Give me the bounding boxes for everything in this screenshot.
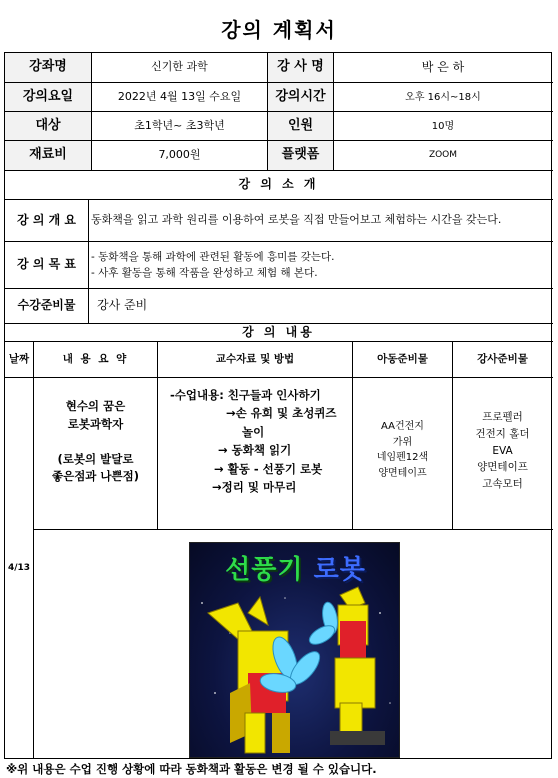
footer-note: ※위 내용은 수업 진행 상황에 따라 동화책과 활동은 변경 될 수 있습니다. — [6, 762, 377, 776]
platform-value: ZOOM — [428, 149, 458, 160]
day-label: 강의요일 — [5, 83, 91, 111]
prep-value: 강사 준비 — [97, 298, 148, 313]
instructor-value: 박 은 하 — [421, 59, 465, 74]
method-line: 놀이 — [242, 424, 265, 439]
kid-supply-item: 가위 — [392, 436, 413, 448]
time-value: 오후 16시~18시 — [405, 91, 481, 103]
kid-supply-item: AA건전지 — [381, 421, 424, 432]
method-cell — [158, 378, 352, 529]
header-summary: 내 용 요 약 — [62, 352, 129, 365]
headcount-value: 10명 — [431, 120, 455, 132]
teacher-supply-item: 고속모터 — [482, 478, 523, 491]
header-date: 날짜 — [8, 352, 30, 365]
target-value: 초1학년~ 초3학년 — [134, 118, 225, 132]
teacher-supply-item: EVA — [492, 444, 513, 457]
intro-section-title: 강 의 소 개 — [238, 177, 319, 192]
summary-cell — [34, 378, 157, 529]
summary-line — [34, 434, 157, 451]
method-line: → 동화책 읽기 — [218, 443, 292, 458]
overview-text: 동화책을 읽고 과학 원리를 이용하여 로봇을 직접 만들어보고 체험하는 시간을 갖는다. — [91, 213, 502, 227]
lesson-date: 4/13 — [7, 562, 31, 573]
fan-robot-image — [189, 542, 400, 758]
goal-list — [89, 242, 552, 288]
header-kid-supplies: 아동준비물 — [377, 352, 428, 365]
time-label: 강의시간 — [268, 83, 333, 111]
image-title — [190, 549, 400, 586]
prep-label: 수강준비물 — [17, 298, 76, 313]
teacher-supply-item: 프로펠러 — [482, 411, 523, 423]
summary-line: 현수의 꿈은 — [65, 399, 126, 413]
header-method: 교수자료 및 방법 — [215, 352, 295, 365]
header-teacher-supplies: 강사준비물 — [477, 352, 528, 365]
goal-label: 강 의 목 표 — [17, 257, 76, 272]
goal-item: - 동화책을 통해 과학에 관련된 활동에 흥미를 갖는다. — [91, 251, 335, 263]
image-title-part1: 선풍기 — [225, 555, 304, 585]
method-line: →정리 및 마무리 — [212, 479, 297, 494]
content-section-title: 강 의 내용 — [242, 324, 315, 339]
document-title: 강의 계획서 — [221, 18, 337, 42]
fee-value: 7,000원 — [158, 148, 201, 162]
day-value: 2022년 4월 13일 수요일 — [117, 89, 242, 103]
course-name-label: 강좌명 — [5, 53, 91, 82]
fee-label: 재료비 — [5, 141, 91, 170]
teacher-supply-item: 건전지 홀더 — [475, 427, 530, 440]
overview-label: 강 의 개 요 — [17, 212, 76, 227]
instructor-label: 강 사 명 — [268, 53, 333, 82]
method-line: →손 유희 및 초성퀴즈 — [226, 406, 337, 421]
course-name-value: 신기한 과학 — [151, 60, 208, 74]
image-title-part2: 로봇 — [313, 555, 366, 585]
platform-label: 플랫폼 — [268, 141, 333, 170]
method-line: → 활동 - 선풍기 로봇 — [214, 461, 323, 476]
summary-line: (로봇의 발달로 — [57, 451, 134, 466]
right-fan — [306, 601, 339, 648]
target-label: 대상 — [5, 112, 91, 140]
summary-line: 로봇과학자 — [67, 416, 124, 431]
method-line: -수업내용: 친구들과 인사하기 — [170, 388, 321, 402]
teacher-supplies-cell — [453, 378, 552, 529]
summary-line: 좋은점과 나쁜점) — [51, 469, 140, 484]
kid-supply-item: 양면테이프 — [378, 467, 427, 479]
kid-supplies-cell — [353, 378, 452, 529]
goal-item: - 사후 활동을 통해 작품을 완성하고 체험 해 본다. — [91, 267, 318, 280]
teacher-supply-item: 양면테이프 — [477, 461, 528, 474]
headcount-label: 인원 — [268, 112, 333, 140]
right-robot — [330, 587, 385, 745]
kid-supply-item: 네임펜12색 — [376, 452, 429, 463]
